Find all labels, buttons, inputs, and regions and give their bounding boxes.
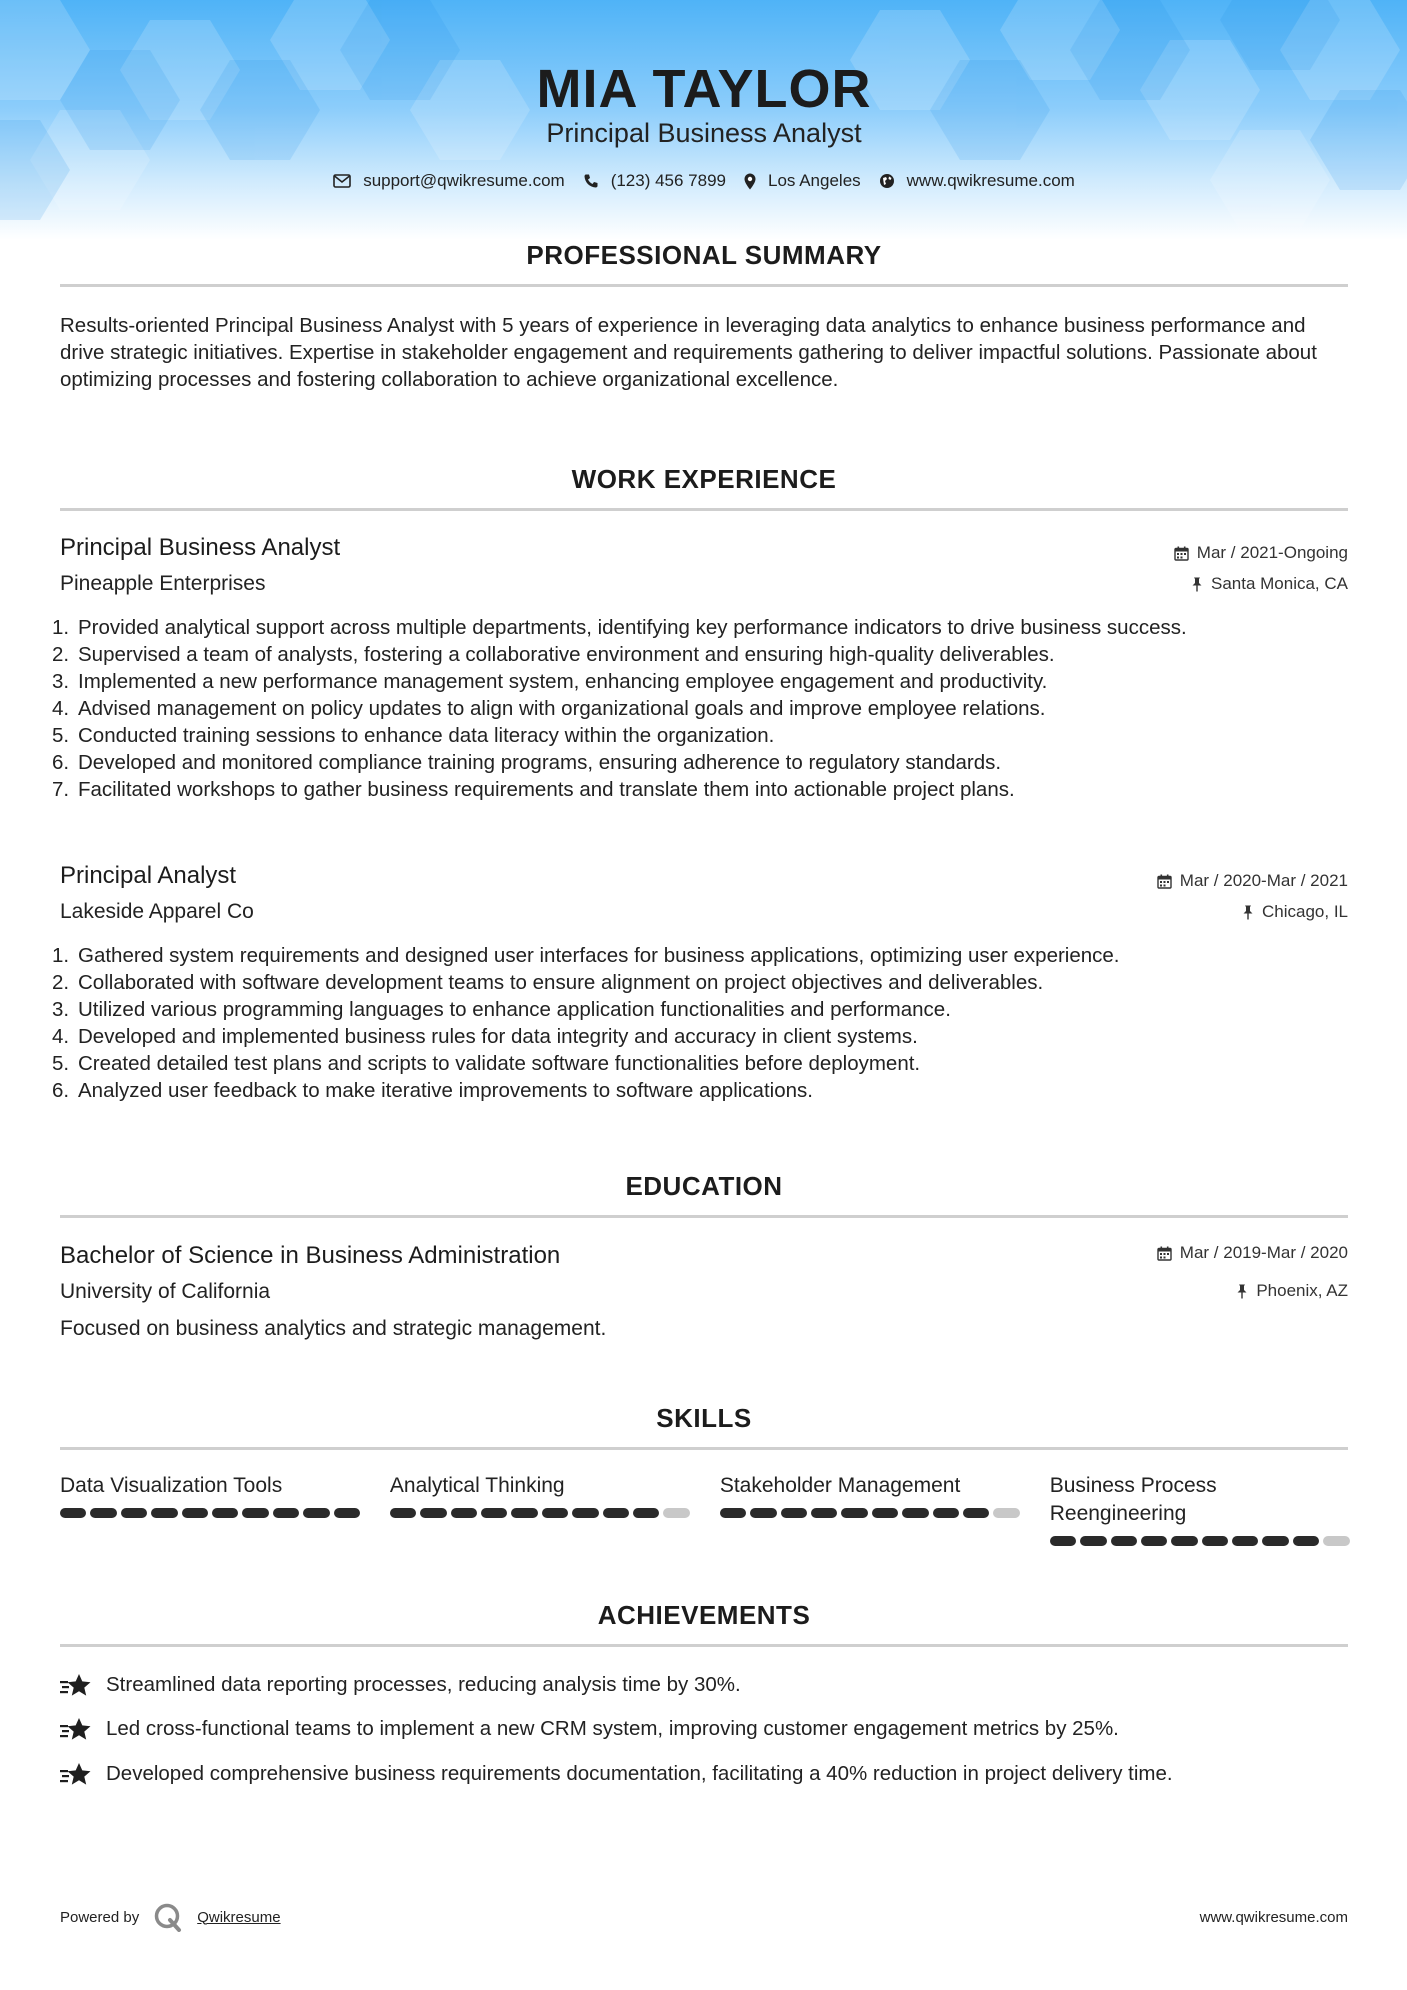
skill-segment-filled xyxy=(720,1508,746,1518)
education-dates-text: Mar / 2019-Mar / 2020 xyxy=(1179,1243,1348,1262)
achievement-text: Led cross-functional teams to implement a new CRM system, improving customer engagement metrics by 25%. xyxy=(106,1717,1119,1740)
skill-level-bar xyxy=(390,1508,690,1518)
list-item: 5. Created detailed test plans and scripts to validate software functionalities before deployment. xyxy=(52,1052,921,1075)
list-item: 1. Gathered system requirements and designed user interfaces for business applications, optimizing user experience. xyxy=(52,944,1120,967)
list-item: 1. Provided analytical support across multiple departments, identifying key performance indicators to drive business success. xyxy=(52,616,1187,639)
skill-segment-filled xyxy=(902,1508,928,1518)
education-divider xyxy=(60,1215,1348,1218)
list-item: 2. Supervised a team of analysts, fostering a collaborative environment and ensuring high-quality deliverables. xyxy=(52,643,1055,666)
list-item: 6. Analyzed user feedback to make iterative improvements to software applications. xyxy=(52,1079,813,1102)
skill-segment-filled xyxy=(603,1508,629,1518)
skill-segment-filled xyxy=(451,1508,477,1518)
job-company: Pineapple Enterprises xyxy=(60,572,266,595)
skill-segment-filled xyxy=(1171,1536,1197,1546)
skill-item xyxy=(60,1472,360,1546)
skill-segment-filled xyxy=(60,1508,86,1518)
job-title: Principal Business Analyst xyxy=(60,534,341,561)
skill-segment-filled xyxy=(633,1508,659,1518)
skill-segment-filled xyxy=(511,1508,537,1518)
job-location xyxy=(1191,574,1348,594)
achievement-item xyxy=(60,1760,1348,1788)
skill-segment-filled xyxy=(212,1508,238,1518)
skill-name: Data Visualization Tools xyxy=(60,1474,283,1497)
skills-divider xyxy=(60,1447,1348,1450)
calendar-icon xyxy=(1174,546,1189,561)
achievements-divider xyxy=(60,1644,1348,1647)
skill-segment-filled xyxy=(572,1508,598,1518)
contact-phone[interactable] xyxy=(583,171,726,191)
skill-level-bar xyxy=(60,1508,360,1518)
footer xyxy=(60,1900,1348,1934)
candidate-name: MIA TAYLOR xyxy=(536,59,872,119)
education-location-text: Phoenix, AZ xyxy=(1256,1281,1348,1300)
list-item: 6. Developed and monitored compliance training programs, ensuring adherence to regulatory standards. xyxy=(52,751,1002,774)
skill-segment-filled xyxy=(273,1508,299,1518)
skill-segment-filled xyxy=(963,1508,989,1518)
skill-segment-filled xyxy=(872,1508,898,1518)
job-dates xyxy=(1174,543,1348,563)
skills-list xyxy=(60,1472,1348,1546)
footer-website-link[interactable]: www.qwikresume.com xyxy=(1199,1908,1348,1926)
skill-segment-filled xyxy=(841,1508,867,1518)
footer-branding xyxy=(60,1902,281,1932)
skill-segment-filled xyxy=(1262,1536,1288,1546)
education-dates xyxy=(1157,1243,1348,1263)
pushpin-icon xyxy=(1191,577,1203,592)
contact-location xyxy=(744,171,861,191)
achievement-item xyxy=(60,1671,1348,1699)
job-bullets xyxy=(52,942,1348,1104)
list-item: 5. Conducted training sessions to enhance data literacy within the organization. xyxy=(52,724,775,747)
job-dates xyxy=(1157,871,1348,891)
skill-level-bar xyxy=(720,1508,1020,1518)
skill-segment-filled xyxy=(151,1508,177,1518)
education-heading: EDUCATION xyxy=(625,1171,783,1201)
candidate-title: Principal Business Analyst xyxy=(546,118,862,148)
skill-segment-filled xyxy=(420,1508,446,1518)
qwikresume-link[interactable]: Qwikresume xyxy=(197,1908,281,1926)
summary-divider xyxy=(60,284,1348,287)
list-item: 2. Collaborated with software development teams to ensure alignment on project objectives and deliverables. xyxy=(52,971,1044,994)
education-degree: Bachelor of Science in Business Administration xyxy=(60,1242,561,1269)
skill-segment-filled xyxy=(390,1508,416,1518)
calendar-icon xyxy=(1157,874,1172,889)
skill-name: Business Process Reengineering xyxy=(1049,1474,1217,1525)
skill-item xyxy=(720,1472,1020,1546)
achievements-heading: ACHIEVEMENTS xyxy=(597,1600,811,1630)
skill-segment-filled xyxy=(1080,1536,1106,1546)
skill-segment-filled xyxy=(781,1508,807,1518)
job-dates-text: Mar / 2020-Mar / 2021 xyxy=(1179,871,1348,890)
list-item: 4. Advised management on policy updates to align with organizational goals and improve employee relations. xyxy=(52,697,1046,720)
achievement-text: Developed comprehensive business requirements documentation, facilitating a 40% reduction in project delivery time. xyxy=(106,1762,1173,1785)
pushpin-icon xyxy=(1242,905,1254,920)
powered-by-label: Powered by xyxy=(60,1908,140,1926)
skill-segment-filled xyxy=(182,1508,208,1518)
skill-segment-filled xyxy=(334,1508,360,1518)
job-dates-text: Mar / 2021-Ongoing xyxy=(1196,543,1348,562)
contact-website[interactable] xyxy=(879,171,1075,191)
skills-heading: SKILLS xyxy=(656,1403,752,1433)
shooting-star-icon xyxy=(60,1673,92,1699)
shooting-star-icon xyxy=(60,1762,92,1788)
education-location xyxy=(1236,1281,1348,1301)
skill-segment-empty xyxy=(993,1508,1019,1518)
experience-heading: WORK EXPERIENCE xyxy=(571,464,837,494)
pushpin-icon xyxy=(1236,1284,1248,1299)
envelope-icon xyxy=(333,174,351,188)
skill-segment-filled xyxy=(121,1508,147,1518)
phone-icon xyxy=(583,173,599,189)
contact-email-text: support@qwikresume.com xyxy=(363,171,565,190)
calendar-icon xyxy=(1157,1246,1172,1261)
skill-segment-filled xyxy=(1232,1536,1258,1546)
skill-segment-filled xyxy=(90,1508,116,1518)
map-marker-icon xyxy=(744,173,756,190)
experience-divider xyxy=(60,508,1348,511)
job-bullets xyxy=(52,614,1348,803)
job-title: Principal Analyst xyxy=(60,862,237,889)
list-item: 7. Facilitated workshops to gather business requirements and translate them into actionable project plans. xyxy=(52,778,1015,801)
skill-segment-filled xyxy=(1293,1536,1319,1546)
summary-heading: PROFESSIONAL SUMMARY xyxy=(526,240,882,270)
contact-email[interactable] xyxy=(333,171,565,191)
skill-segment-filled xyxy=(933,1508,959,1518)
skill-name: Stakeholder Management xyxy=(719,1474,961,1497)
globe-icon xyxy=(879,173,895,189)
skill-segment-filled xyxy=(1050,1536,1076,1546)
contact-location-text: Los Angeles xyxy=(768,171,861,190)
skill-segment-filled xyxy=(1202,1536,1228,1546)
skill-segment-filled xyxy=(242,1508,268,1518)
skill-segment-empty xyxy=(663,1508,689,1518)
achievement-item xyxy=(60,1715,1348,1743)
skill-name: Analytical Thinking xyxy=(389,1474,565,1497)
education-school: University of California xyxy=(60,1280,271,1303)
skill-segment-filled xyxy=(542,1508,568,1518)
skill-level-bar xyxy=(1050,1536,1350,1546)
skill-segment-filled xyxy=(750,1508,776,1518)
contact-website-text: www.qwikresume.com xyxy=(906,171,1075,190)
skill-item xyxy=(1050,1472,1350,1546)
job-location-text: Chicago, IL xyxy=(1262,902,1348,921)
job-location-text: Santa Monica, CA xyxy=(1210,574,1348,593)
contact-bar xyxy=(60,171,1348,191)
summary-text: Results-oriented Principal Business Analyst with 5 years of experience in leveraging data analytics to enhance business performance and drive strategic initiatives. Expertise in stakeholder engagement and requirements gathering to deliver impactful solutions. Passionate about optimizing processes and fostering collaboration to achieve organizational excellence. xyxy=(60,314,1317,391)
skill-segment-filled xyxy=(481,1508,507,1518)
skill-segment-filled xyxy=(1141,1536,1167,1546)
list-item: 3. Utilized various programming languages to enhance application functionalities and performance. xyxy=(52,998,951,1021)
list-item: 4. Developed and implemented business rules for data integrity and accuracy in client systems. xyxy=(52,1025,918,1048)
skill-segment-empty xyxy=(1323,1536,1349,1546)
education-description: Focused on business analytics and strategic management. xyxy=(60,1317,607,1340)
list-item: 3. Implemented a new performance management system, enhancing employee engagement and productivity. xyxy=(52,670,1048,693)
job-location xyxy=(1242,902,1348,922)
achievement-text: Streamlined data reporting processes, reducing analysis time by 30%. xyxy=(106,1673,741,1696)
job-company: Lakeside Apparel Co xyxy=(60,900,254,923)
qwikresume-logo-icon xyxy=(153,1902,183,1932)
skill-segment-filled xyxy=(811,1508,837,1518)
contact-phone-text: (123) 456 7899 xyxy=(610,171,727,190)
skill-segment-filled xyxy=(1111,1536,1137,1546)
shooting-star-icon xyxy=(60,1717,92,1743)
skill-segment-filled xyxy=(303,1508,329,1518)
skill-item xyxy=(390,1472,690,1546)
